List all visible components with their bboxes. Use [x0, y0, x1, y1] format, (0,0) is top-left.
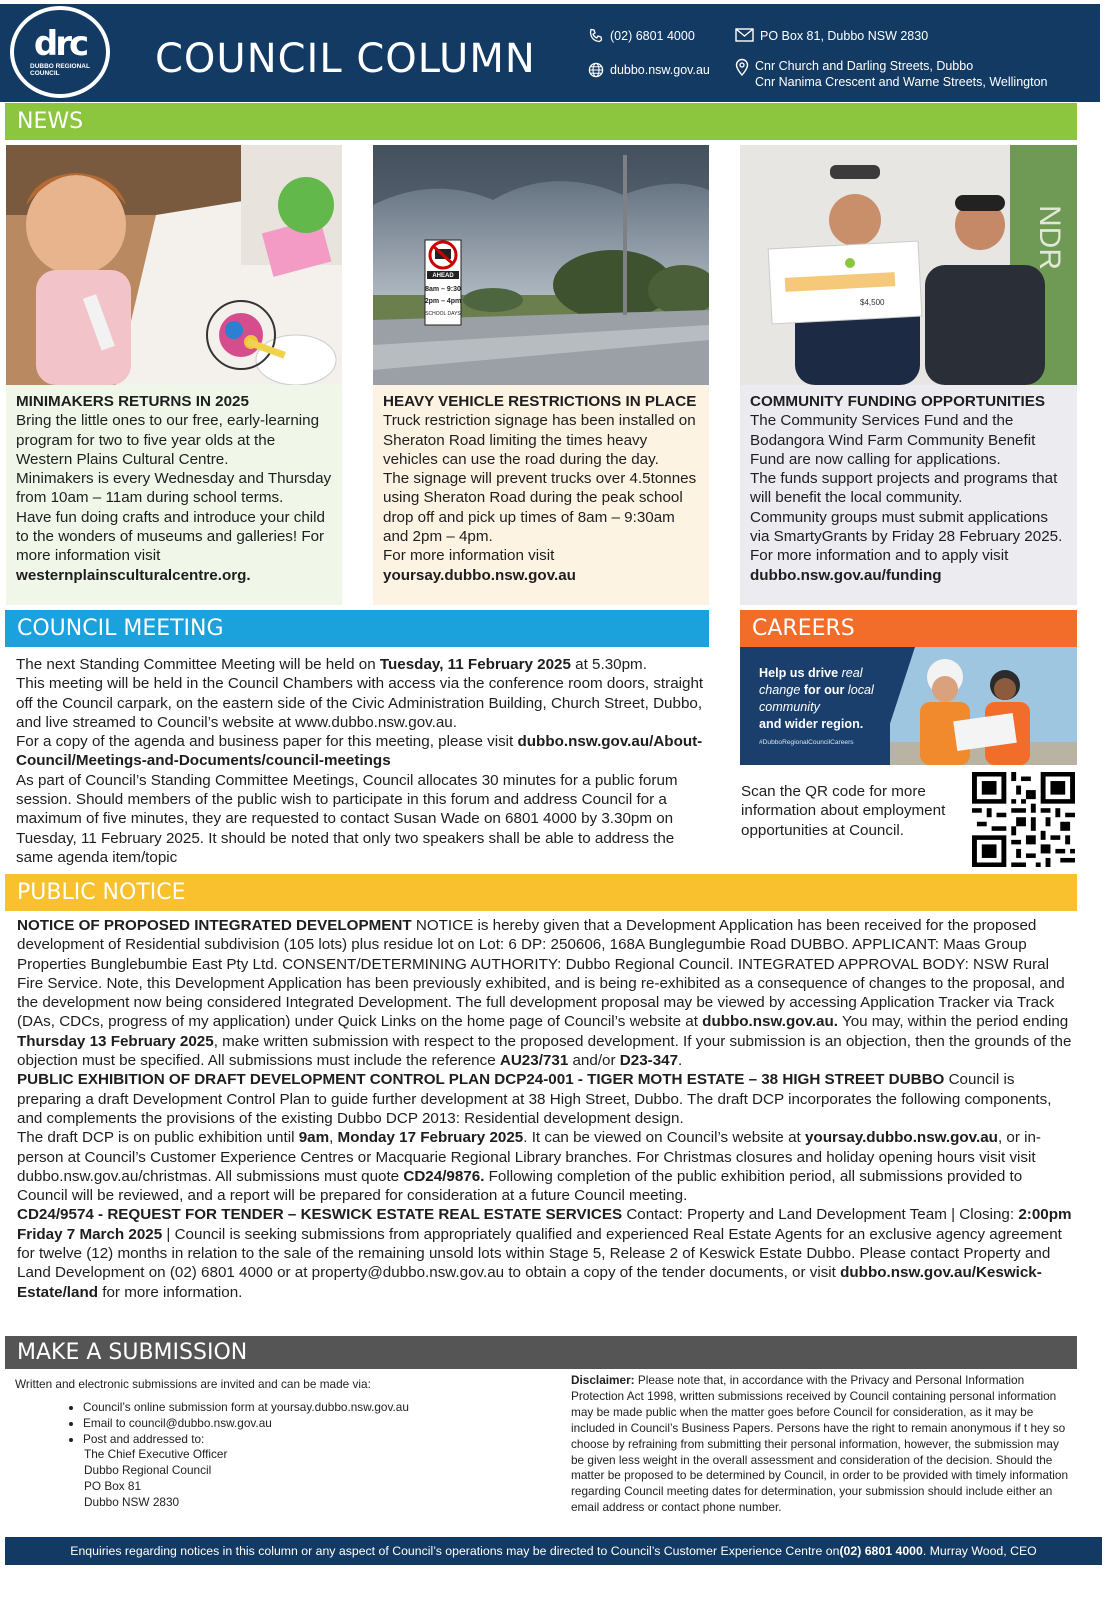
road-signage-illustration: [373, 145, 709, 385]
agenda-link[interactable]: dubbo.nsw.gov.au/About-Council/Meetings-and-Documents/council-meetings: [16, 733, 703, 770]
envelope-icon: [735, 28, 754, 42]
page-title: COUNCIL COLUMN: [155, 36, 536, 82]
svg-text:NDR: NDR: [1033, 205, 1066, 270]
sign-school-days-text: SCHOOL DAYS: [425, 311, 461, 317]
news-card-text: Bring the little ones to our free, early-learning program for two to five year olds at the Western Plains Cultural Centre.: [16, 412, 320, 468]
news-card-title: MINIMAKERS RETURNS IN 2025: [16, 393, 249, 410]
news-card-text: For more information and to apply visit: [750, 547, 1009, 565]
news-card-minimakers: [6, 385, 342, 605]
submission-email[interactable]: • Email to council@dubbo.nsw.gov.au: [83, 1415, 545, 1431]
submission-list: [15, 1399, 545, 1447]
submission-post: • Post and addressed to:: [83, 1431, 545, 1447]
header: [0, 0, 1107, 102]
minimakers-photo: [6, 145, 342, 385]
cheque-amount: $4,500: [860, 298, 885, 307]
news-card-community-funding: [740, 385, 1077, 605]
po-box-contact: [735, 28, 928, 44]
address-wellington: Cnr Nanima Crescent and Warne Streets, Wellington: [755, 75, 1048, 89]
location-pin-icon: [735, 58, 749, 76]
make-submission-heading: MAKE A SUBMISSION: [5, 1336, 1077, 1369]
news-card-text: Community groups must submit applications via SmartyGrants by Friday 28 February 2025.: [750, 508, 1063, 546]
sign-times-text-2: 2pm – 4pm: [424, 298, 462, 305]
news-card-text: Have fun doing crafts and introduce your child to the wonders of museums and galleries! For more information visit: [16, 508, 325, 565]
news-card-text: The signage will prevent trucks over 4.5tonnes using Sheraton Road during the peak school drop off and pick up times of 8am – 9:30am and 2pm – 4pm.: [383, 470, 697, 546]
website-contact[interactable]: [588, 62, 710, 78]
news-card-link[interactable]: yoursay.dubbo.nsw.gov.au: [383, 566, 576, 584]
meeting-date-text: The next Standing Committee Meeting will be held on Tuesday, 11 February 2025 at 5.30pm.: [16, 656, 647, 673]
address-dubbo: Cnr Church and Darling Streets, Dubbo: [755, 59, 974, 73]
news-card-title: HEAVY VEHICLE RESTRICTIONS IN PLACE: [383, 393, 697, 410]
meeting-forum-text: As part of Council’s Standing Committee Meetings, Council allocates 30 minutes for a public forum session. Should members of the public wish to participate in this forum and address Council for a maximum of five minutes, they are requested to contact Susan Wade on 6801 4000 by 3.30pm on Tuesday, 11 February 2025. It should be noted that only two speakers shall be able to address the same agenda item/topic: [16, 771, 678, 866]
notice-tender: CD24/9574 - REQUEST FOR TENDER – KESWICK ESTATE REAL ESTATE SERVICES Contact: Property and Land Development Team | Closing: 2:00pm Friday 7 March 2025 | Council is seeking submissions from appropriately qualified and experienced Real Estate Agents for an exclusive agency agreement for twelve (12) months in relation to the sale of the remaining unsold lots within Stage 5, Release 2 of Keswick Estate Dubbo. Please contact Property and Land Development on (02) 6801 4000 or at property@dubbo.nsw.gov.au to obtain a copy of the tender documents, or visit dubbo.nsw.gov.au/Keswick-Estate/land for more information.: [17, 1206, 1072, 1301]
submission-intro: Written and electronic submissions are invited and can be made via:: [15, 1377, 371, 1391]
public-notice-body: [17, 916, 1077, 1302]
logo-mark: drc: [33, 24, 87, 64]
careers-heading: CAREERS: [740, 610, 1077, 647]
address-contact: [735, 58, 1048, 90]
careers-workers-illustration: [890, 647, 1077, 765]
footer-phone[interactable]: (02) 6801 4000: [839, 1544, 923, 1558]
disclaimer-text: Please note that, in accordance with the Privacy and Personal Information Protection Act 1998, written submissions received by Council containing personal information may be made public when the matter goes before Council for consideration, as it may be included in Council’s Business Papers. Persons have the right to remain anonymous if t hey so choose by refraining from submitting their personal information, however, the submission may be given less weight in the overall assessment and consideration of the decision. Should the matter be proposed to be determined by Council, in order to be provided with timely information regarding Council meeting dates for determination, your submission should include either an email address or contact phone number.: [571, 1373, 1069, 1515]
news-card-text: The Community Services Fund and the Bodangora Wind Farm Community Benefit Fund are now calling for applications.: [750, 412, 1036, 468]
careers-banner[interactable]: [740, 647, 1077, 765]
careers-banner-text: Help us drive real change for our local community and wider region.: [759, 666, 874, 731]
footer-enquiries: Enquiries regarding notices in this column or any aspect of Council’s operations may be directed to Council’s Customer Experience Centre on (02) 6801 4000 . Murray Wood, CEO: [5, 1537, 1102, 1565]
phone-number: (02) 6801 4000: [610, 29, 695, 43]
council-meeting-heading: COUNCIL MEETING: [5, 610, 709, 647]
logo-text: DUBBO REGIONAL COUNCIL: [30, 63, 90, 77]
news-heading: NEWS: [5, 103, 1077, 140]
submission-online[interactable]: • Council’s online submission form at yoursay.dubbo.nsw.gov.au: [83, 1399, 545, 1415]
disclaimer: [571, 1373, 1071, 1516]
notice-draft-dcp-exhibition: The draft DCP is on public exhibition until 9am, Monday 17 February 2025. It can be viewed on Council’s website at yoursay.dubbo.nsw.gov.au, or in-person at Council’s Customer Experience Centres or Macquarie Regional Library branches. For Christmas closures and holiday opening hours visit visit dubbo.nsw.gov.au/christmas. All submissions must quote CD24/9876. Following completion of the public exhibition period, all submissions provided to Council will be reviewed, and a report will be prepared for consideration at a future Council meeting.: [17, 1129, 1041, 1205]
news-card-text: Truck restriction signage has been installed on Sheraton Road limiting the times heavy vehicles can use the road during the day.: [383, 412, 696, 468]
qr-code-icon: [972, 772, 1075, 867]
phone-contact[interactable]: [588, 28, 695, 44]
council-meeting-body: [16, 655, 706, 867]
council-logo[interactable]: [10, 6, 110, 98]
child-crafting-illustration: [6, 145, 342, 385]
news-card-title: COMMUNITY FUNDING OPPORTUNITIES: [750, 393, 1046, 410]
globe-icon: [588, 62, 604, 78]
submission-address: The Chief Executive Officer Dubbo Regional Council PO Box 81 Dubbo NSW 2830: [84, 1446, 228, 1509]
submission-methods: [15, 1377, 545, 1511]
news-card-text: Minimakers is every Wednesday and Thursday from 10am – 11am during school terms.: [16, 470, 332, 507]
notice-integrated-development: NOTICE OF PROPOSED INTEGRATED DEVELOPMENT NOTICE is hereby given that a Development Application has been received for the proposed development of Residential subdivision (105 lots) plus residue lot on Lot: 6 DP: 250606, 168A Bunglegumbie Road DUBBO. APPLICANT: Maas Group Properties Bunglebumbie East Pty Ltd. CONSENT/DETERMINING AUTHORITY: Dubbo Regional Council. INTEGRATED APPROVAL BODY: NSW Rural Fire Service. Note, this Development Application has been previously exhibited, and is being re-exhibited as a consequence of changes to the proposal, and the development now being considered Integrated Development. The full development proposal may be viewed by accessing Application Tracker via Track (DAs, CDCs, progress of my application) under Quick Links on the home page of Council’s website at dubbo.nsw.gov.au. You may, within the period ending Thursday 13 February 2025, make written submission with respect to the proposed development. If your submission is an objection, then the grounds of the objection must be specified. All submissions must include the reference AU23/731 and/or D23-347.: [17, 917, 1072, 1070]
cheque-presentation-illustration: [740, 145, 1077, 385]
news-card-link[interactable]: dubbo.nsw.gov.au/funding: [750, 566, 942, 584]
sign-ahead-text: AHEAD: [432, 273, 454, 279]
public-notice-heading: PUBLIC NOTICE: [5, 874, 1077, 911]
phone-icon: [588, 28, 604, 44]
careers-qr-code[interactable]: [972, 772, 1075, 867]
qr-caption: Scan the QR code for more information about employment opportunities at Council.: [741, 783, 946, 839]
meeting-agenda-text: For a copy of the agenda and business paper for this meeting, please visit dubbo.nsw.gov.au/About-Council/Meetings-and-Documents/council-meetings: [16, 733, 703, 770]
careers-hashtag: #DubboRegionalCouncilCareers: [759, 739, 854, 746]
news-card-text: For more information visit: [383, 547, 555, 565]
meeting-location-text: This meeting will be held in the Council Chambers with access via the conference room doors, straight off the Council carpark, on the eastern side of the Civic Administration Building, Church Street, Dubbo, and live streamed to Council’s website at www.dubbo.nsw.gov.au.: [16, 675, 704, 731]
po-box: PO Box 81, Dubbo NSW 2830: [760, 29, 929, 43]
notice-draft-dcp: PUBLIC EXHIBITION OF DRAFT DEVELOPMENT CONTROL PLAN DCP24-001 - TIGER MOTH ESTATE – 38 HIGH STREET DUBBO Council is preparing a draft Development Control Plan to guide further development at 38 High Street, Dubbo. The draft DCP incorporates the following components, and complements the provisions of the existing Dubbo DCP 2013: Residential development design.: [17, 1071, 1052, 1127]
community-funding-photo: [740, 145, 1077, 385]
disclaimer-label: Disclaimer:: [571, 1373, 635, 1387]
news-card-link[interactable]: westernplainsculturalcentre.org.: [16, 566, 251, 584]
heavy-vehicle-photo: [373, 145, 709, 385]
website: dubbo.nsw.gov.au: [610, 63, 710, 77]
sign-times-text: 8am – 9:30: [425, 286, 461, 293]
news-card-heavy-vehicle: [373, 385, 709, 605]
news-card-text: The funds support projects and programs that will benefit the local community.: [750, 470, 1058, 507]
